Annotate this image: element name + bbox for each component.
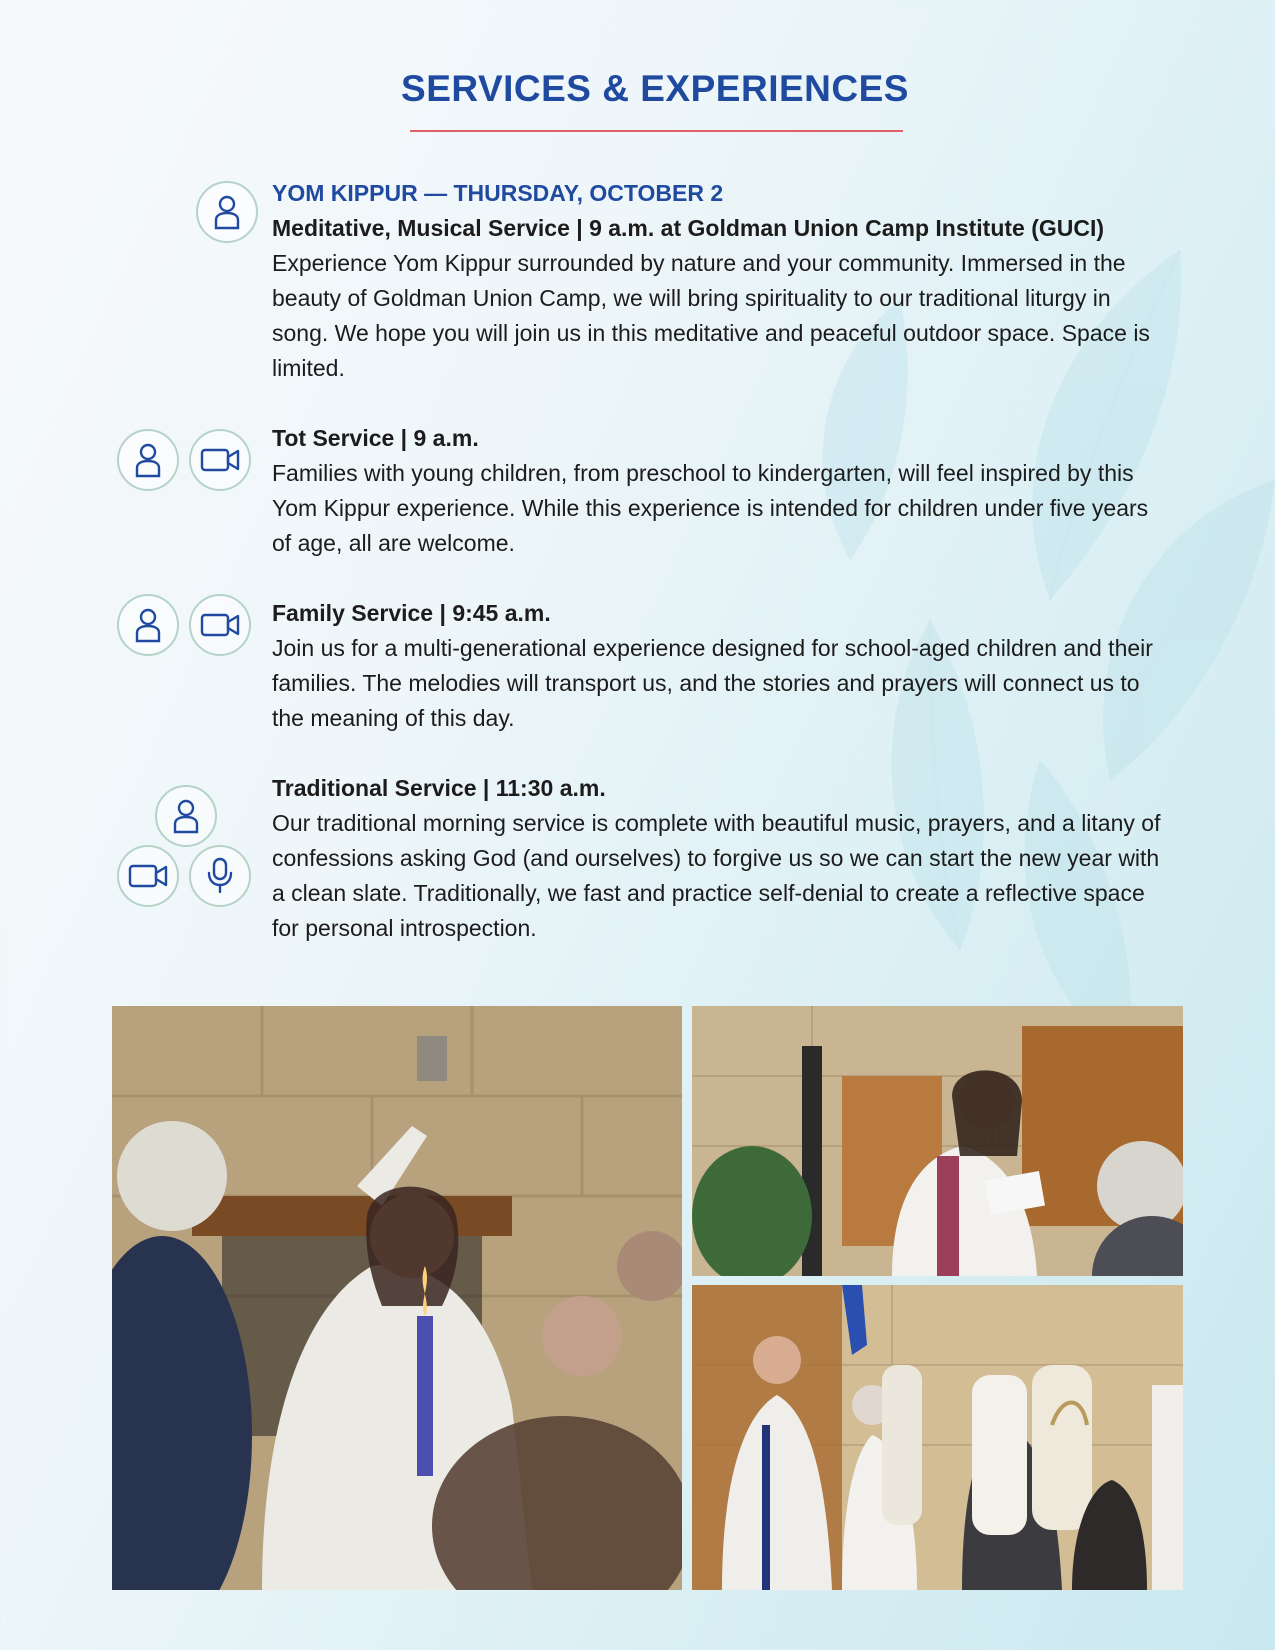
section-family-service [272, 596, 1172, 736]
person-icon [117, 429, 179, 491]
video-camera-icon [117, 845, 179, 907]
service-description: Our traditional morning service is complete with beautiful music, prayers, and a litany of confessions asking God (and ourselves) to forgive us so we can start the new year with a clean slate. Traditionally, we fast and practice self-denial to create a reflective space for personal introspection. [272, 810, 1161, 941]
service-description: Families with young children, from preschool to kindergarten, will feel inspired by this Yom Kippur experience. While this experience is intended for children under five years of age, all are welcome. [272, 460, 1149, 556]
section-traditional-service [272, 771, 1172, 946]
rabbi-at-bimah-photo [692, 1006, 1183, 1276]
havdalah-kiddush-cup-photo [112, 1006, 682, 1590]
section-meditative-service [272, 176, 1172, 386]
page-title: SERVICES & EXPERIENCES [401, 68, 909, 109]
person-icon [155, 785, 217, 847]
title-divider [410, 130, 903, 132]
torah-procession-photo [692, 1285, 1183, 1590]
service-heading: Tot Service | 9 a.m. [272, 425, 479, 451]
service-description: Join us for a multi-generational experience designed for school-aged children and their families. The melodies will transport us, and the stories and prayers will connect us to the meaning of this day. [272, 635, 1153, 731]
service-description: Experience Yom Kippur surrounded by nature and your community. Immersed in the beauty of Goldman Union Camp, we will bring spirituality to our traditional liturgy in song. We hope you will join us in this meditative and peaceful outdoor space. Space is limited. [272, 250, 1150, 381]
service-heading: Traditional Service | 11:30 a.m. [272, 775, 606, 801]
section-tot-service [272, 421, 1172, 561]
person-icon [117, 594, 179, 656]
video-camera-icon [189, 594, 251, 656]
person-icon [196, 181, 258, 243]
date-heading: YOM KIPPUR — THURSDAY, OCTOBER 2 [272, 180, 724, 206]
service-heading: Meditative, Musical Service | 9 a.m. at Goldman Union Camp Institute (GUCI) [272, 215, 1105, 241]
service-heading: Family Service | 9:45 a.m. [272, 600, 551, 626]
video-camera-icon [189, 429, 251, 491]
microphone-icon [189, 845, 251, 907]
